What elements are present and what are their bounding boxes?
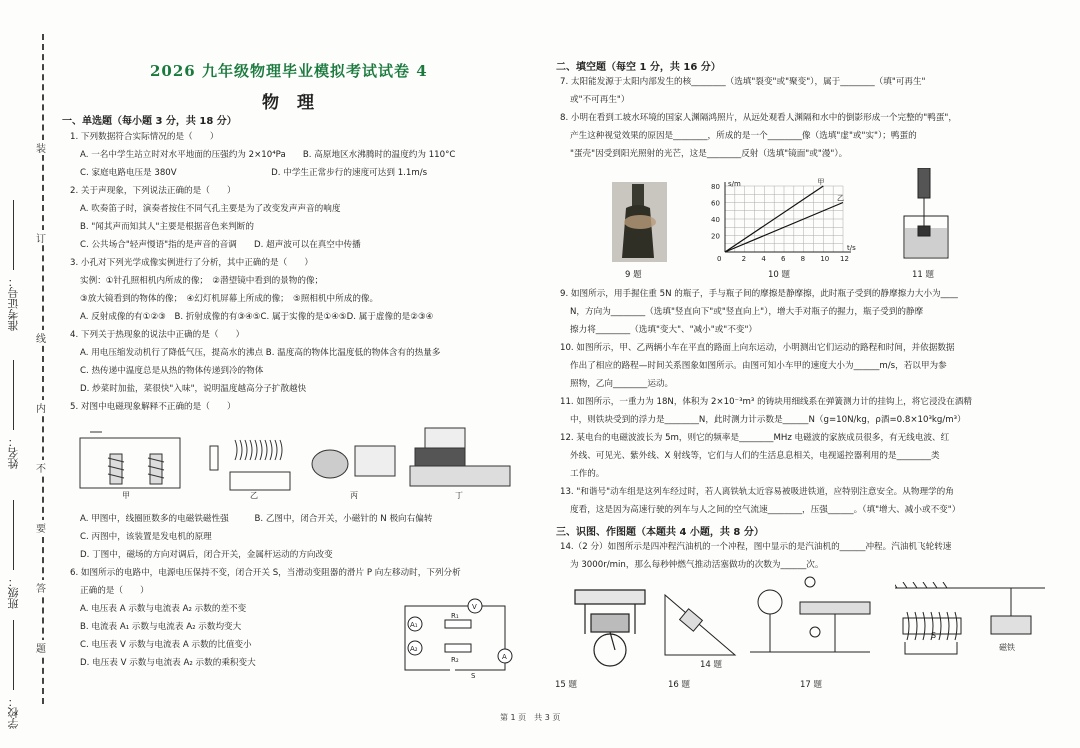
bind-mark: 装	[36, 140, 46, 155]
option: B. "闻其声而知其人"主要是根据音色来判断的	[80, 222, 254, 232]
exam-no-label: 准考证号：	[7, 276, 20, 331]
bind-mark: 内	[36, 400, 46, 415]
q5-figures	[70, 418, 530, 500]
q11-figure	[898, 168, 954, 264]
question: 为 3000r/min，那么每秒钟燃气推动活塞做功的次数为______次。	[570, 560, 824, 570]
question: 9. 如图所示，用手握住重 5N 的瓶子，手与瓶子间的摩擦是静摩擦，此时瓶子受到的静摩擦力大小为____	[560, 289, 958, 299]
school-field[interactable]	[6, 620, 22, 729]
question: 12. 某电台的电磁波波长为 5m，则它的频率是________MHz 电磁波的家族成员很多，有无线电波、红	[560, 433, 950, 443]
option: D. 炒菜时加盐，菜很快"入味"，说明温度越高分子扩散越快	[80, 384, 307, 394]
page-footer: 第 1 页 共 3 页	[500, 713, 561, 722]
svg-text:乙: 乙	[250, 491, 258, 500]
y-tick-label: 20	[711, 232, 720, 241]
option: C. 家庭电路电压是 380V D. 中学生正常步行的速度可达到 1.1m/s	[80, 168, 428, 178]
question: 外线、可见光、紫外线、X 射线等，它们与人们的生活息息相关，电视遥控器利用的是________类	[570, 451, 940, 461]
q10-chart	[703, 178, 863, 268]
svg-text:A₂: A₂	[410, 645, 418, 653]
question: "蛋壳"因受到阳光照射的光芒，这是________反射（选填"镜面"或"漫"）。	[570, 149, 848, 159]
question: 1. 下列数据符合实际情况的是（ ）	[70, 132, 219, 142]
bind-mark: 要	[36, 520, 46, 535]
option: B. 电流表 A₁ 示数与电流表 A₂ 示数均变大	[80, 622, 242, 632]
bind-mark: 不	[36, 460, 46, 475]
svg-text:S: S	[471, 672, 476, 680]
bind-mark: 答	[36, 580, 46, 595]
svg-text:A₁: A₁	[410, 621, 418, 629]
option: ③放大镜看到的物体的像； ④幻灯机屏幕上所成的像； ⑤照相机中所成的像。	[80, 294, 379, 304]
question: 4. 下列关于热现象的说法中正确的是（ ）	[70, 330, 245, 340]
option: A. 电压表 A 示数与电流表 A₂ 示数的差不变	[80, 604, 247, 614]
option: C. 电压表 V 示数与电流表 A 示数的比值变小	[80, 640, 252, 650]
question: 作出了相应的路程—时间关系图象如图所示。由图可知小车甲的速度大小为______m/s，若以甲为参	[570, 361, 947, 371]
exam-title: 2026 九年级物理毕业模拟考试试卷 4	[150, 62, 428, 80]
option: A. 吹奏笛子时，演奏者按住不同气孔主要是为了改变发声声音的响度	[80, 204, 341, 214]
question: 10. 如图所示，甲、乙两辆小车在平直的路面上向东运动，小明测出它们运动的路程和时间，并依据数据	[560, 343, 955, 353]
question: 中，则铁块受到的浮力是________N，此时测力计示数是______N（g=10N/kg，ρ酒=0.8×10³kg/m³）	[570, 415, 966, 425]
question: 度看，这是因为高速行驶的列车与人之间的空气流速________，压强______。（填"增大、减小或不变"）	[570, 505, 961, 515]
x-axis-label: t/s	[847, 244, 856, 252]
figure-caption: 10 题	[768, 270, 791, 280]
section-title: 一、单选题（每小题 3 分，共 18 分）	[62, 116, 237, 127]
figure-caption: 11 题	[912, 270, 935, 280]
series-label: 乙	[837, 194, 844, 203]
option: D. 电压表 V 示数与电流表 A₂ 示数的乘积变大	[80, 658, 256, 668]
figure-caption: 17 题	[800, 680, 823, 690]
figure-caption: 14 题	[700, 660, 723, 670]
series-label: 甲	[817, 178, 825, 186]
question: 2. 关于声现象，下列说法正确的是（ ）	[70, 186, 236, 196]
svg-text:丁: 丁	[455, 491, 463, 500]
option: C. 公共场合"轻声慢语"指的是声音的音调 D. 超声波可以在真空中传播	[80, 240, 361, 250]
question: 14.（2 分）如图所示是四冲程汽油机的一个冲程，图中显示的是汽油机的______冲程。汽油机飞轮转速	[560, 542, 952, 552]
question: 产生这种视觉效果的原因是________，所成的是一个________像（选填"虚"或"实"）；鸭蛋的	[570, 131, 917, 141]
question: 正确的是（ ）	[80, 586, 149, 596]
q9-bottle-photo	[612, 182, 667, 262]
svg-text:丙: 丙	[350, 491, 358, 500]
bind-mark: 题	[36, 640, 46, 655]
svg-text:A: A	[502, 653, 507, 661]
section-title: 二、填空题（每空 1 分，共 16 分）	[556, 62, 721, 73]
option: A. 反射成像的有①②③ B. 折射成像的有③④⑤C. 属于实像的是①④⑤D. 属于虚像的是②③④	[80, 312, 434, 322]
figure-caption: 15 题	[555, 680, 578, 690]
name-label: 姓名：	[7, 436, 20, 469]
question: 或"不可再生"）	[570, 95, 630, 105]
option: C. 丙图中，该装置是发电机的原理	[80, 532, 212, 542]
q17-apparatus-figure	[740, 572, 890, 672]
question: 5. 对图中电磁现象解释不正确的是（ ）	[70, 402, 236, 412]
question: 擦力将________（选填"变大"、"减小"或"不变"）	[570, 325, 757, 335]
svg-text:甲: 甲	[122, 491, 130, 500]
option: A. 一名中学生站立时对水平地面的压强约为 2×10⁴Pa B. 高原地区水沸腾时的温度约为 110°C	[80, 150, 456, 160]
option: C. 热传递中温度总是从热的物体传递到冷的物体	[80, 366, 264, 376]
x-tick-label: 4	[761, 255, 766, 263]
school-label: 学校：	[7, 696, 20, 729]
class-label: 班级：	[7, 576, 20, 609]
q14-engine-figure	[565, 580, 655, 670]
x-tick-label: 2	[741, 255, 747, 263]
question: 工作的。	[570, 469, 605, 479]
section-title: 三、识图、作图题（本题共 4 小题，共 8 分）	[556, 527, 764, 538]
question: 11. 如图所示，一重力为 18N，体积为 2×10⁻³m³ 的铸块用细线系在弹簧测力计的挂钩上，将它浸没在酒精	[560, 397, 972, 407]
option: D. 丁图中，磁场的方向对调后，闭合开关，金属杆运动的方向改变	[80, 550, 333, 560]
question: 13. "和谐号"动车组是这列车经过时，若人离铁轨太近容易被吸进铁道，应特别注意安全。从物理学的角	[560, 487, 954, 497]
question: N，方向为________（选填"竖直向下"或"竖直向上"），增大手对瓶子的握力，瓶子受到的静摩	[570, 307, 924, 317]
svg-text:V: V	[472, 603, 477, 611]
svg-text:R₁: R₁	[451, 612, 459, 620]
bind-mark: 线	[36, 330, 46, 345]
x-tick-label: 0	[717, 255, 722, 263]
figure-caption: 16 题	[668, 680, 691, 690]
svg-text:S: S	[931, 631, 937, 640]
bind-mark: 订	[36, 230, 46, 245]
magnet-label: 磁铁	[999, 643, 1015, 652]
question: 照物，乙向________运动。	[570, 379, 674, 389]
option: 实例：①针孔照相机内所成的像； ②潜望镜中看到的景物的像；	[80, 276, 324, 286]
subject-title: 物理	[262, 93, 332, 113]
x-tick-label: 6	[781, 255, 786, 263]
question: 3. 小孔对下列光学成像实例进行了分析，其中正确的是（ ）	[70, 258, 313, 268]
figure-caption: 9 题	[625, 270, 642, 280]
binding-dashed-line	[42, 34, 44, 704]
class-field[interactable]	[6, 500, 22, 609]
name-field[interactable]	[6, 360, 22, 469]
option: A. 甲图中，线圈匝数多的电磁铁磁性强 B. 乙图中，闭合开关，小磁针的 N 极向右偏转	[80, 514, 433, 524]
q6-circuit	[395, 596, 520, 681]
question: 6. 如图所示的电路中，电源电压保持不变，闭合开关 S，当滑动变阻器的滑片 P 向左移动时，下列分析	[70, 568, 461, 578]
y-tick-label: 60	[711, 199, 720, 208]
x-tick-label: 12	[840, 255, 849, 263]
option: A. 用电压缩发动机行了降低气压，提高水的沸点 B. 温度高的物体比温度低的物体含有的热量多	[80, 348, 441, 358]
svg-text:R₂: R₂	[451, 656, 459, 664]
y-axis-label: s/m	[728, 180, 741, 188]
question: 7. 太阳能发源于太阳内部发生的核________（选填"裂变"或"聚变"），属于________（填"可再生"	[560, 77, 926, 87]
x-tick-label: 8	[800, 255, 806, 263]
y-tick-label: 80	[711, 183, 720, 191]
y-tick-label: 40	[711, 216, 720, 224]
q16-slope-figure	[660, 585, 740, 665]
exam-no-field[interactable]	[6, 200, 22, 331]
q18-solenoid-figure	[895, 582, 1055, 662]
x-tick-label: 10	[820, 255, 830, 263]
question: 8. 小明在看到工坡水环境的国家人渊隔鸿照片，从远处观看人渊隔和水中的倒影形成一个完整的"鸭蛋"，	[560, 113, 957, 123]
